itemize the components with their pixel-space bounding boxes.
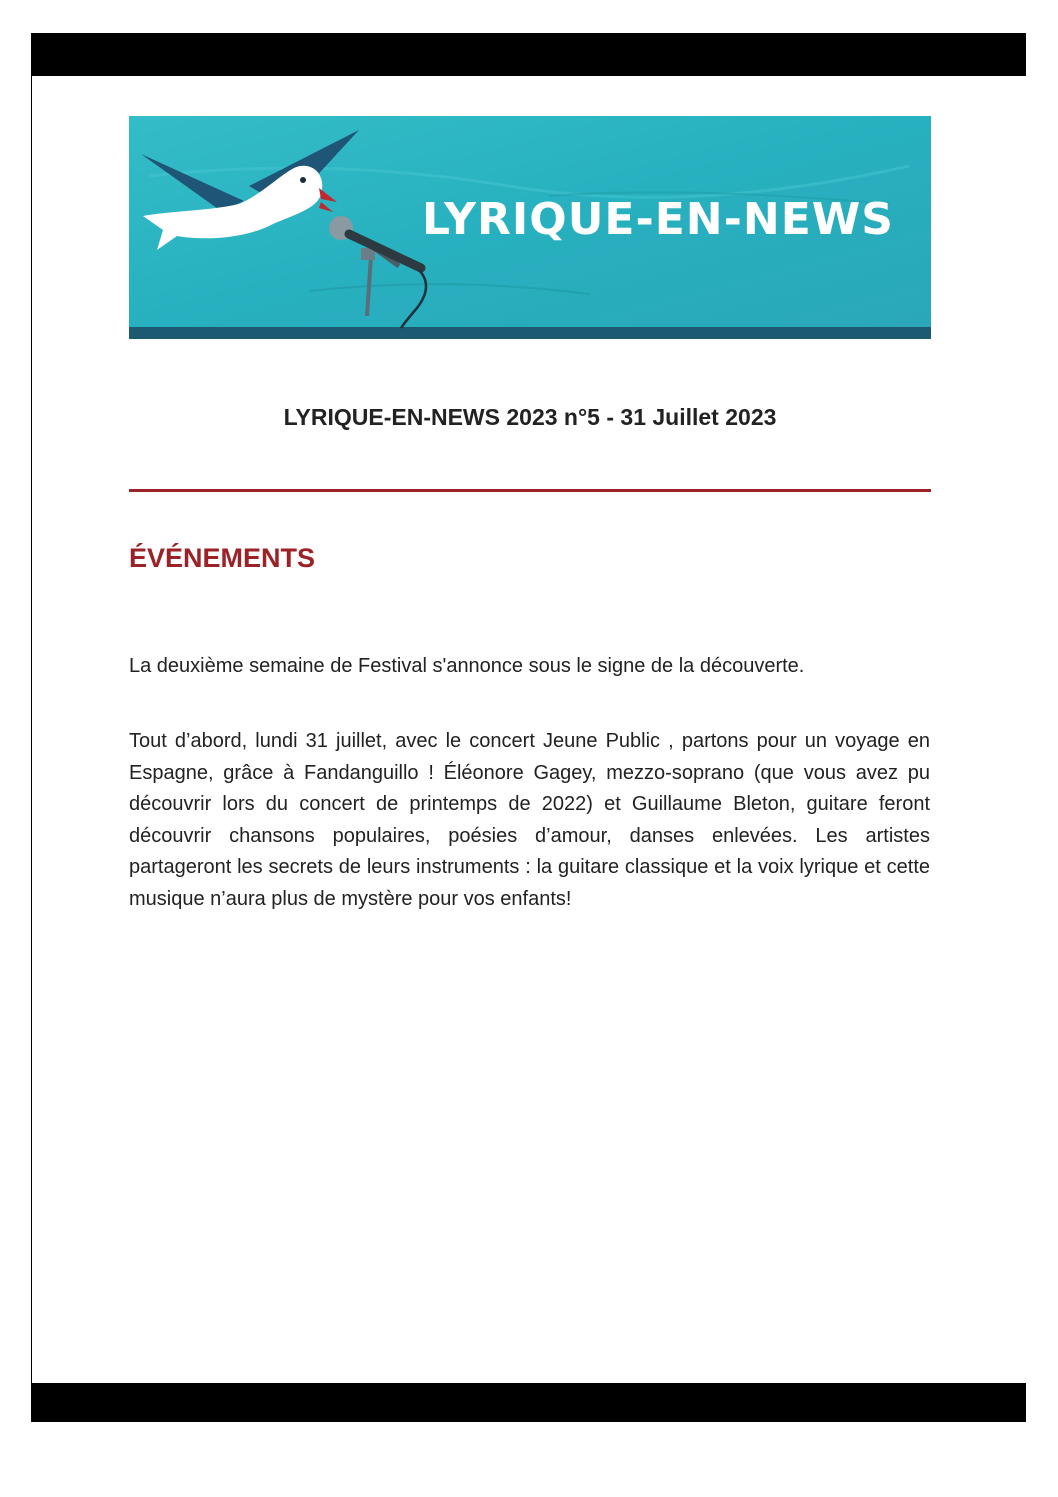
section-divider [129, 489, 931, 492]
banner-title: LYRIQUE-EN-NEWS [422, 194, 894, 245]
page-left-border [31, 76, 32, 1383]
issue-title: LYRIQUE-EN-NEWS 2023 n°5 - 31 Juillet 2023 [283, 404, 777, 430]
section-heading: ÉVÉNEMENTS [129, 543, 316, 573]
page-bottom-bar [31, 1383, 1026, 1422]
intro-paragraph: La deuxième semaine de Festival s'annonce sous le signe de la découverte. [129, 655, 805, 677]
page-top-bar [31, 33, 1026, 76]
event-paragraph: Tout d’abord, lundi 31 juillet, avec le concert Jeune Public , partons pour un voyage en Espagne, grâce à Fandanguillo ! Éléonore Gagey, mezzo-soprano (que vous avez pu découvrir lors du concert de printemps de 2022) et Guillaume Bleton, guitare feront découvrir chansons populaires, poésies d’amour, danses enlevées. Les artistes partageront les secrets de leurs instruments : la guitare classique et la voix lyrique et cette musique n’aura plus de mystère pour vos enfants! [129, 730, 930, 910]
newsletter-banner [129, 116, 931, 339]
